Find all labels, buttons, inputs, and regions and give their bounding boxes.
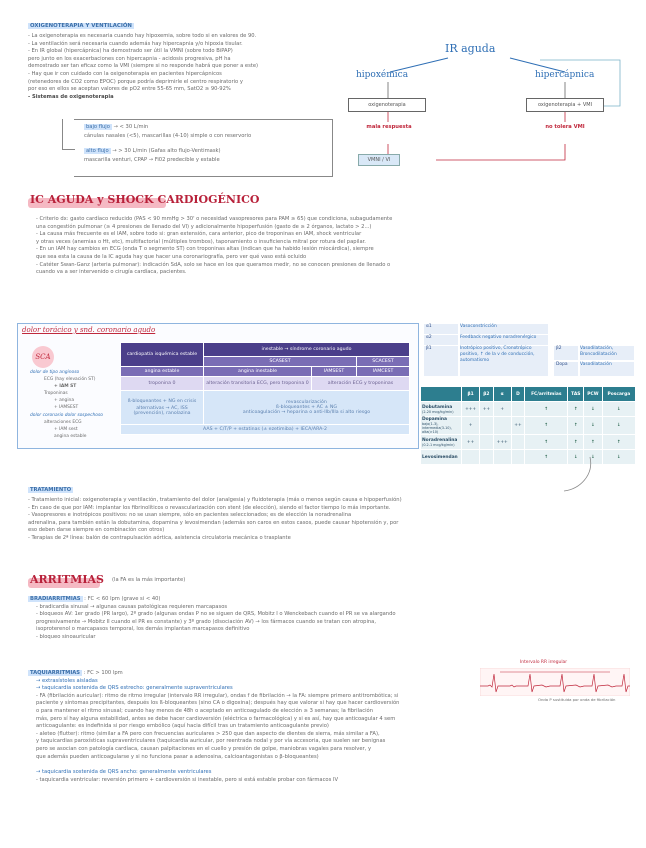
table-cell: alteración ECG y troponinas [312,377,410,391]
treatment-stable-alt: alternativas → AC, ISS (prevención), ranolazina [133,406,191,416]
drug-header: TAS [568,387,584,402]
treatment-line: - Tratamiento inicial: oxigenoterapia y ventilación, tratamiento del dolor (analgesia) y fluidoterapia (más o menos según causa e hipoperfusión) [28,497,402,503]
drug-cell [493,417,511,435]
treatment-acute: ß-bloqueantes + AC ± NG [275,405,338,410]
sca-notes [28,346,114,442]
drug-cell: ++ [462,435,480,450]
receptor-name: β1 [424,346,458,376]
drug-cell: ↓ [602,450,635,465]
drug-cell: + [493,402,511,417]
ic-notes [36,216,632,277]
left-failure-label: mala respuesta [366,124,412,130]
tachy-line: o para mantener el ritmo sinusal; cuando hay menos de 48h o aceptado en anticoagulado de elección ≥ 3 semanas; la fibrilación [36,707,373,714]
drug-cell [480,435,493,450]
drug-name-cell [421,402,462,417]
drug-cell: + [462,417,480,435]
oxygen-notes [28,33,338,101]
right-therapy-box: oxigenoterapia + VMI [526,98,604,112]
brady-section [28,596,618,642]
hypercapnic-label: hipercápnica [535,70,595,80]
receptor-name: Dopa [554,362,578,376]
wide-qrs-notes [28,769,628,784]
drug-cell: ↓ [584,402,603,417]
low-flow-label: bajo flujo [86,124,110,130]
drug-header: D [511,387,524,402]
drug-header: β1 [462,387,480,402]
drug-cell: ↓ [568,450,584,465]
brady-line: - bloqueo sinoauricular [36,633,96,640]
ecg-label: Intervalo RR irregular [520,660,568,665]
arrhythmia-subtitle: (la FA es la más importante) [112,577,186,583]
table-header: inestable → síndrome coronario agudo [204,343,410,357]
sca-badge: SCA [32,346,54,368]
brady-line: - bradicardia sinusal → algunas causas patológicas requieren marcapasos [36,603,228,610]
drug-header: β2 [480,387,493,402]
table-cell: angina estable [121,367,204,377]
table-cell: alteración transitoria ECG, pero troponina 0 [204,377,312,391]
drug-cell [480,450,493,465]
ecg-trace-icon [480,668,630,696]
sca-note: + angina [54,398,75,403]
sca-note: ECG (hay elevación ST) [44,377,96,382]
drug-cell: ↓ [602,417,635,435]
oxygen-line: - Sistemas de oxigenoterapia [28,93,114,100]
drug-cell: ↑ [568,435,584,450]
brady-line: - bloqueos AV: 1er grado (PR largo), 2º grado (algunas ondas P no se siguen de QRS, Mobitz I o Wenckebach cuando el PR se va alargando [36,611,396,618]
drug-cell [511,435,524,450]
ic-line: una congestión pulmonar (≥ 4 presiones de llenado del VI) y adicionalmente hipoperfusión (gasto de ≥ 2 órganos, lactato > 2...) [36,223,372,230]
low-flow-row [84,124,148,132]
treatment-acute: anticoagulación → heparina o anti-IIb/IIIa si alto riesgo [242,410,371,415]
sca-table [120,342,410,435]
drug-row [421,417,636,435]
tachy-line: más, pero sí hay alguna estabilidad, antes se debe hacer cardioversión (eléctrica o farmacológica) y si es así, hay que anticoagular 4 sem [36,715,396,722]
drug-name: Noradrenalina [422,437,458,443]
drug-cell: ↑ [602,435,635,450]
table-cell: IAMCEST [357,367,410,377]
ic-line: - La causa más frecuente es el IAM, sobre todo si: gran extensión, cara anterior, pico de troponinas en IAM, shock ventricular [36,231,362,238]
treatment-stable: ß-bloqueantes + NG en crisis [127,399,197,404]
sca-note: alteraciones ECG [44,420,82,425]
treatment-line: - Terapias de 2ª línea: balón de contrapulsación aórtica, asistencia circulatoria mecánica o trasplante [28,534,291,541]
low-flow-text: → < 30 L/min [113,124,149,130]
tachy-line: paciente y síntomas precipitantes, después los ß-bloqueantes (sino CA o digoxina); después hay que valorar si hay que hacer cardioversión [36,700,400,707]
wide-qrs-line: - taquicardia ventricular: reversión primero + cardioversión si inestable, pero si está estable probar con fármacos IV [36,776,339,783]
brady-line: progresivamente → Mobitz II cuando el PR es constante) y 3º grado (disociación AV) → los fármacos cuando se tratan con atropina, [36,618,377,625]
hypoxemic-label: hipoxémica [356,70,409,80]
tachy-line: pero se asocian con patología cardíaca, causan palpitaciones en el cuello y presión de golpe, maniobras vagales para resolver, y [36,745,372,752]
table-header: cardiopatía isquémica estable [121,343,204,367]
drug-row [421,402,636,417]
treatment-line: - En caso de que por IAM: implantar los fibrinolíticos o revascularización con stent (de elección), siendo el factor tiempo lo más importante. [28,504,391,511]
connector-line [62,119,75,150]
ic-line: - Criterio dx: gasto cardíaco reducido (PAS < 90 mmHg > 30' o necesidad vasopresores para PAM ≥ 65) que condiciona, subagudamente [36,216,393,222]
ic-line: - En un IAM hay cambios en ECG (onda T o segmento ST) con troponinas altas (indican que ha habido lesión miocárdica), siempre [36,246,374,253]
drug-row [421,450,636,465]
drug-header: Poscarga [602,387,635,402]
sca-note: angina estable [54,434,87,439]
high-flow-sub: mascarilla venturi, CPAP → Fi02 predecible y estable [84,157,220,163]
drug-dose: (2-20 mcg/kg/min) [422,409,454,414]
drug-cell: ++ [480,402,493,417]
drug-header: α [493,387,511,402]
drug-cell [480,417,493,435]
sca-note: + IAM sest [54,427,78,432]
brady-notes [28,604,618,642]
treatment-line: adrenalina, para también están la dobutamina, dopamina y levosimendan (además son caros en estos casos, puede causar hipotensión y, por [28,519,399,526]
sca-note: + IAMSEST [54,405,79,410]
oxygen-line: - La ventilación será necesaria cuando además hay hipercapnia y/o hipoxia tisular. [28,40,243,47]
table-cell [121,391,204,425]
ic-line: y otras veces (anemias o Ht, etc), multifactorial (múltiples trombos), taponamiento o insuficiencia mitral por rotura del papilar. [36,238,366,245]
drug-name-cell [421,435,462,450]
drug-cell [511,402,524,417]
drug-header [421,387,462,402]
ic-line: que sea esta la causa de la IC aguda hay que hacer una coronariografía, pero ver qué vaso está ocluido [36,253,307,260]
oxygen-line: - Hay que ir con cuidado con la oxigenoterapia en pacientes hipercápnicos [28,70,222,77]
treatment-section [28,476,608,543]
ir-diagram-title: IR aguda [445,42,496,55]
drug-cell: ↓ [584,450,603,465]
tachy-line: → extrasístoles aisladas [36,677,98,684]
left-therapy-box: oxigenoterapia [348,98,426,112]
tachy-line: → taquicardia sostenida de QRS estrecho: generalmente supraventriculares [36,685,233,692]
drug-header: FC/arritmias [525,387,568,402]
receptor-desc: Vasoconstricción [460,324,548,334]
tachy-line: - aleteo (flutter): ritmo (similar a FA pero con frecuencias auriculares > 250 que dan aspecto de dientes de sierra, más similar a FA), [36,730,380,737]
table-cell: AAS + C/T/P + estatinas (± ezetimiba) + IECA/ARA-2 [121,425,410,435]
tachy-line: y taquicardias paroxísticas supraventriculares (taquicardia auricular, por reentrada nodal y por vía accesoria, que suelen ser benignas [36,738,386,745]
drug-cell: ↓ [584,417,603,435]
treatment-notes [28,497,608,543]
drug-dose: bajo(1-3), intermedia(3-10), alta(>10) [422,422,452,434]
drug-cell: ↑ [584,435,603,450]
sca-note: Troponinas [44,391,68,396]
brady-title: BRADIARRITMIAS [30,596,81,602]
oxygen-systems-box [74,119,333,177]
chest-pain-panel [17,323,419,449]
high-flow-label: alto flujo [86,148,109,154]
drug-cell: ↑ [525,417,568,435]
table-cell: angina inestable [204,367,312,377]
tachy-line: que además pueden anticoagularse y si no funciona pasar a adenosina, calcioantagonistas o β-bloqueantes) [36,753,319,760]
brady-line: isoproterenol o marcapasos temporal, los demás implantan marcapasos definitivo [36,626,250,633]
drug-name: Dobutamina [422,404,453,410]
drug-header: PCW [584,387,603,402]
tachy-line: anticoagulante: es indefinida si por riesgo embólico (aquí hacia difícil tras un tratamiento anticoagulante previo) [36,723,329,730]
oxygen-line: por eso en ellos se aceptan valores de pO2 entre 55-65 mm, SatO2 ≥ 90-92% [28,86,231,93]
oxygen-line: - En IR global (hipercápnica) ha demostrado ser útil la VMNI (sobre todo BiPAP) [28,48,233,55]
oxygen-section [28,12,338,101]
sca-note: dolor de tipo anginoso [30,370,80,375]
drug-cell: ↑ [568,402,584,417]
ecg-strip [480,660,630,704]
treatment-line: eso deben darse siempre en combinación con otros) [28,527,165,534]
drug-name: Levosimendan [422,454,458,460]
oxygen-line: pero junto en los exacerbaciones con hipercapnia - acidosis progresiva, pH ha [28,55,231,62]
oxygen-line: demostrado ser tan eficaz como la VMI (siempre si no responde habrá que poner a este) [28,63,259,70]
ic-title: IC AGUDA y SHOCK CARDIOGÉNICO [30,193,260,206]
high-flow-text: → > 30 L/min (Gafas alto flujo-Ventimask) [112,148,221,154]
tachy-title: TAQUIARRITMIAS [30,670,81,676]
receptor-desc: Inotrópico positivo, Cronotrópico positivo, ↑ de la v de conducción, automatismo [460,346,548,376]
tachy-line: - FA (fibrilación auricular): ritmo de ritmo irregular (intervalo RR irregular), ondas f de fibrilación → la FA: siempre primero antitrombótica; si [36,692,399,699]
right-failure-label: no tolera VMI [545,124,585,130]
receptor-name: α2 [424,335,458,345]
drug-dose: (0.2-1 mcg/kg/min) [422,442,455,447]
receptor-name: β2 [554,346,578,360]
receptor-desc: Feedback negativo noradrenérgico [460,335,548,345]
treatment-acute: revascularización [286,400,327,405]
treatment-title: TRATAMIENTO [30,487,72,493]
low-flow-sub: cánulas nasales (<5), mascarillas (4-10) simple o con reservorio [84,133,252,139]
drug-cell: ↑ [525,402,568,417]
table-cell [204,391,410,425]
sca-note: dolor coronario dolor sospechoso [30,413,103,418]
receptor-legend [424,324,636,384]
drug-name-cell [421,417,462,435]
drug-row [421,435,636,450]
table-cell: troponina 0 [121,377,204,391]
drug-name-cell [421,450,462,465]
arrhythmia-title: ARRITMIAS [30,573,104,586]
oxygen-title: OXIGENOTERAPIA Y VENTILACIÓN [30,23,132,29]
brady-def: : FC < 60 lpm (grave si < 40) [84,596,161,602]
drug-cell: +++ [462,402,480,417]
oxygen-line: (retenedores de CO2 como EPOC) porque podría deprimirle el centro respiratorio y [28,78,243,85]
drug-cell: ↑ [568,417,584,435]
chest-pain-title: dolor torácico y snd. coronario agudo [22,326,156,334]
table-cell: IAMSEST [312,367,357,377]
drug-name: Dopamina [422,417,447,422]
drug-cell: ↑ [525,435,568,450]
high-flow-row [84,148,221,156]
ic-line: - Catéter Swan-Ganz (arteria pulmonar): indicación SdA, solo se hace en los que queramos medir, no se conocen presiones de llenado o [36,261,391,268]
sca-note: + IAM ST [54,384,77,389]
drug-cell: ↓ [602,402,635,417]
drug-cell [493,450,511,465]
tachy-def: : FC > 100 lpm [83,670,123,676]
drug-cell: +++ [493,435,511,450]
wide-qrs-title: → taquicardia sostenida de QRS ancho: generalmente ventriculares [36,769,212,776]
drug-cell: ↑ [525,450,568,465]
ir-diagram [340,40,630,170]
drug-table [420,386,636,465]
table-subheader: SCASEST [204,357,357,367]
ic-line: cuando va a ser intervenido o cirugía cardíaca, pacientes. [36,269,187,276]
receptor-name: α1 [424,324,458,334]
table-subheader: SCACEST [357,357,410,367]
drug-cell: ++ [511,417,524,435]
drug-cell [462,450,480,465]
receptor-desc: Vasodilatación, Broncodilatación [580,346,634,360]
ecg-caption: Onda P sustituida por onda de fibrilación [538,697,616,702]
treatment-line: - Vasopresores e inotrópicos positivos: no se usan siempre, sólo en pacientes seleccionados; es de elección la noradrenalina [28,512,352,519]
drug-cell [511,450,524,465]
receptor-desc: Vasodilatación [580,362,634,376]
oxygen-line: - La oxigenoterapia es necesaria cuando hay hipoxemia, sobre todo si en valores de 90. [28,33,257,39]
ventilation-box: VMNI / VI [358,154,400,166]
